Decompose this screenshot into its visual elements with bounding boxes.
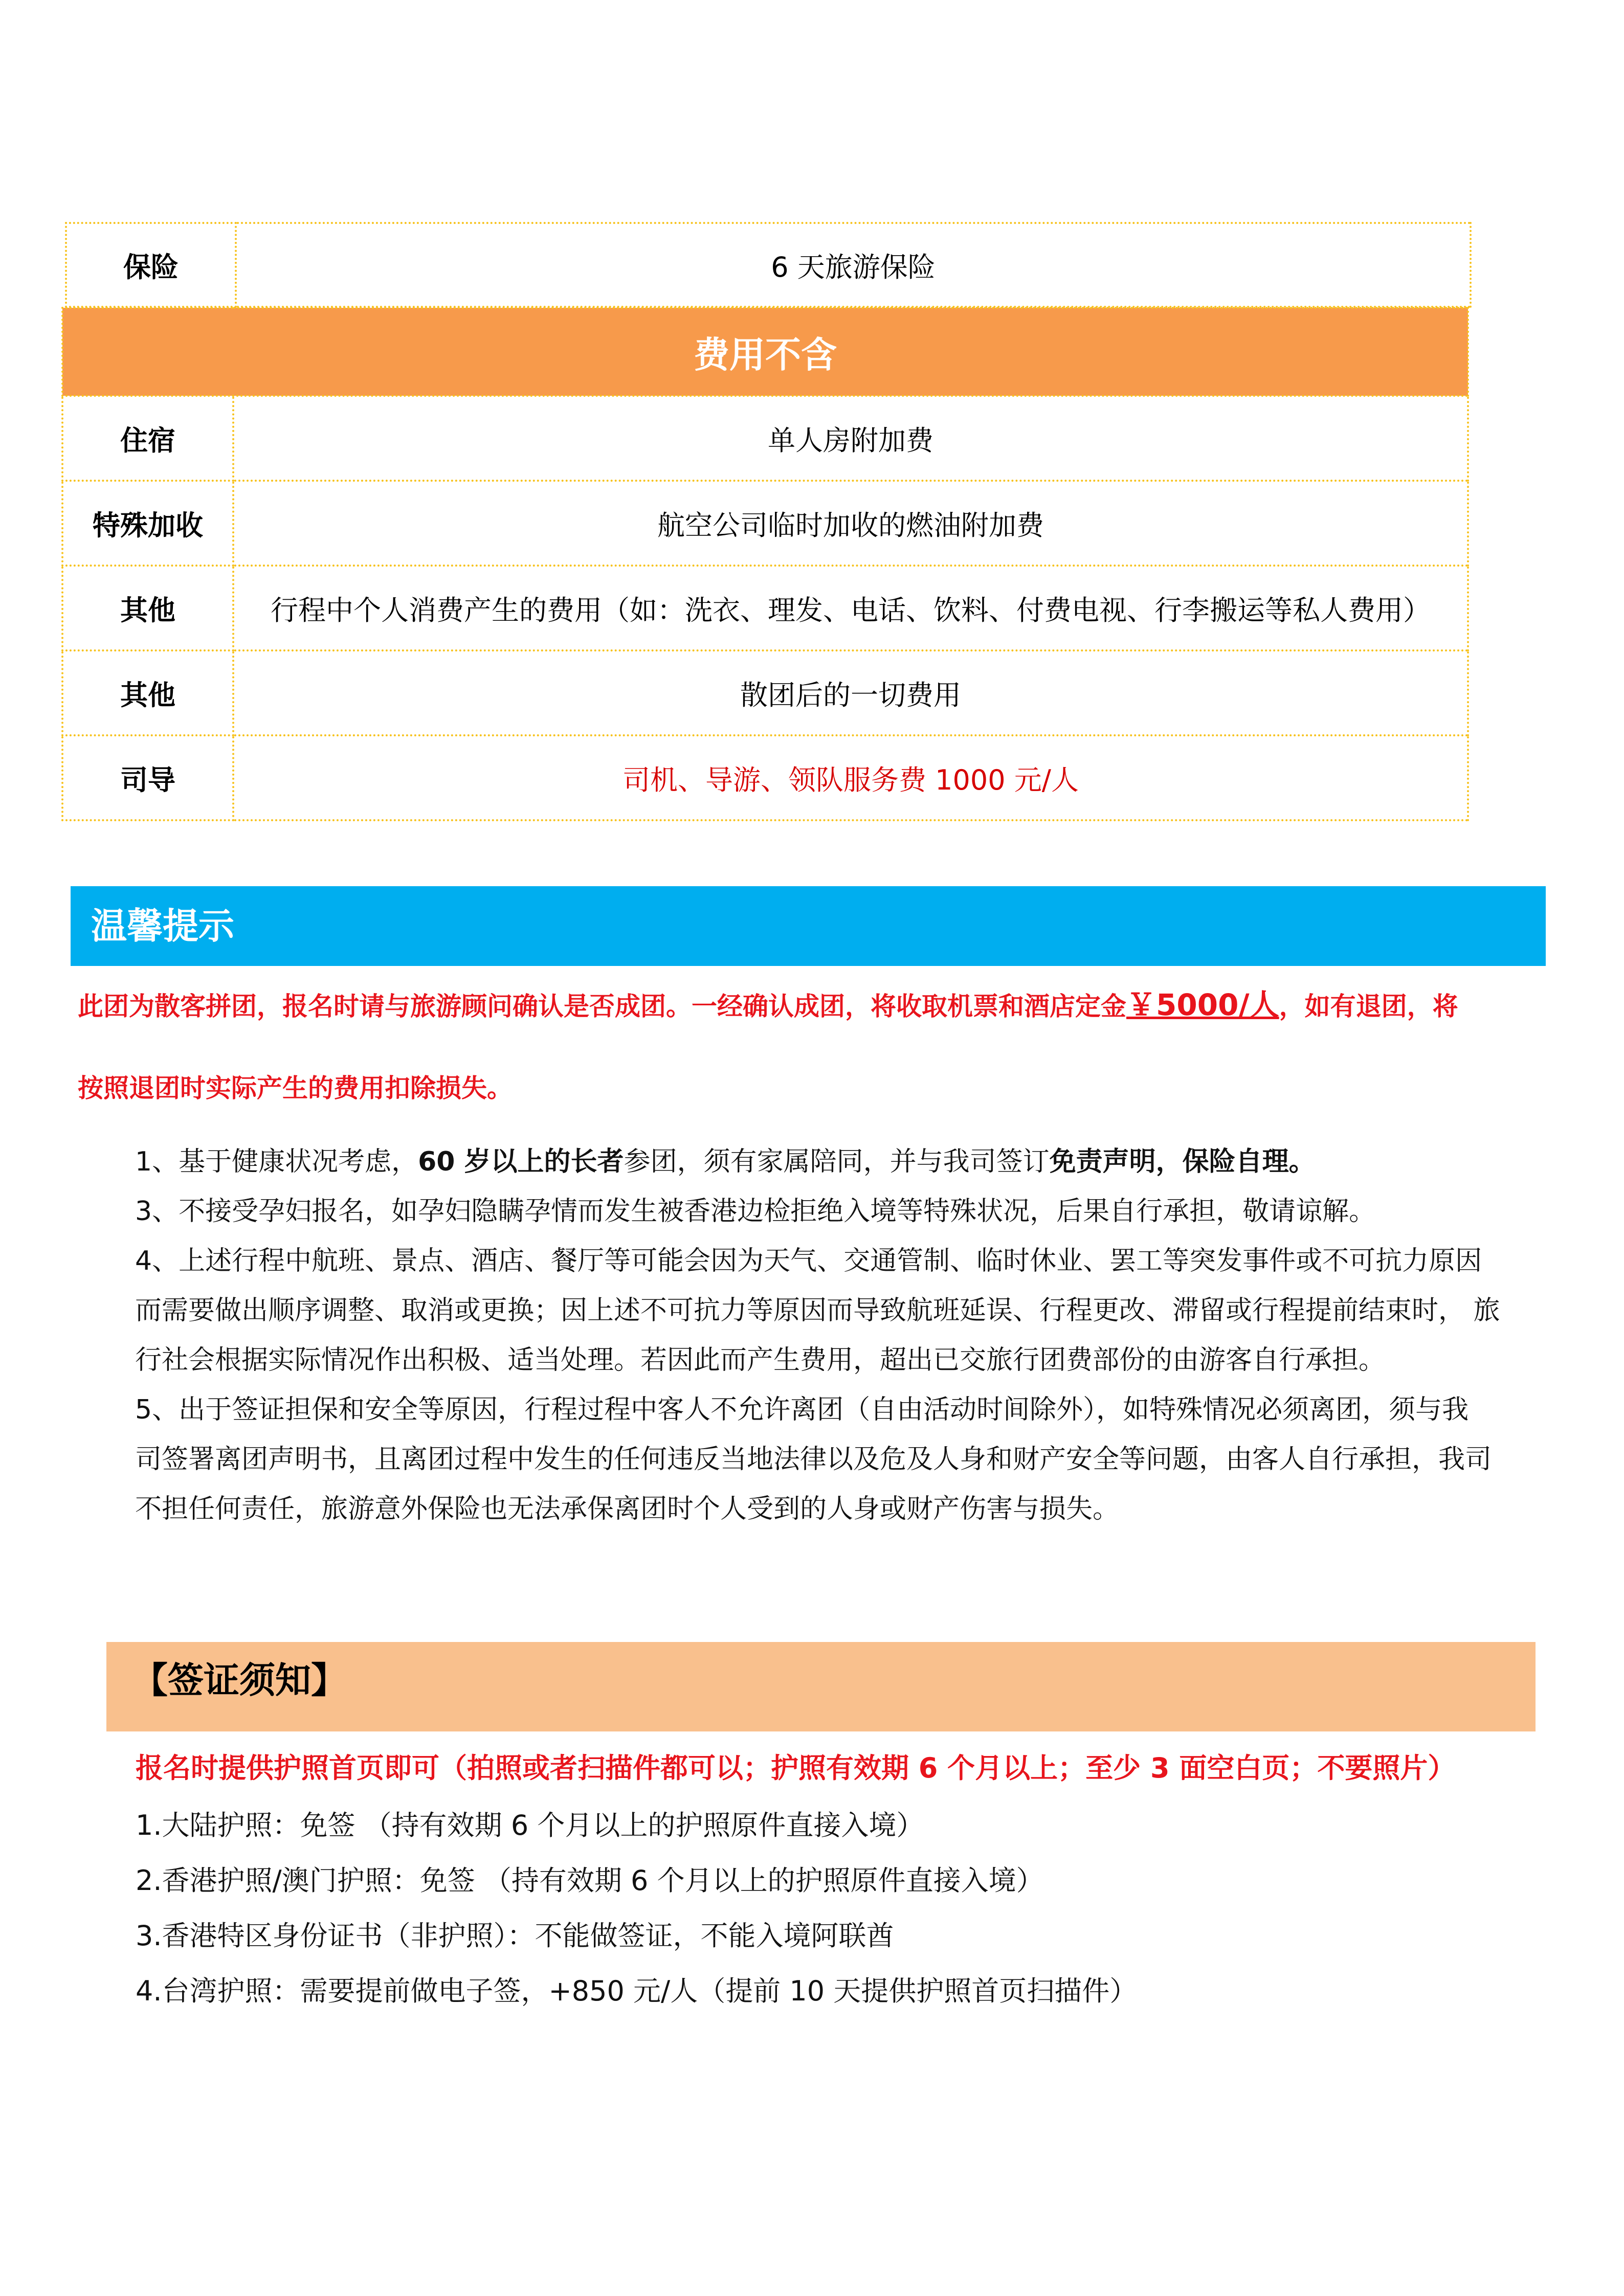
tip-item-cont: 而需要做出顺序调整、取消或更换；因上述不可抗力等原因而导致航班延误、行程更改、滞留或行程提前结束时， 旅 xyxy=(135,1295,1500,1326)
tip-item-cont: 司签署离团声明书，且离团过程中发生的任何违反当地法律以及危及人身和财产安全等问题，由客人自行承担，我司 xyxy=(135,1444,1492,1475)
insurance-label: 保险 xyxy=(66,223,236,307)
row-label: 住宿 xyxy=(62,396,233,481)
excluded-title: 费用不含 xyxy=(62,308,1468,396)
visa-title: 【签证须知】 xyxy=(106,1642,1536,1731)
table-row xyxy=(62,481,1468,566)
tip-item-cont: 行社会根据实际情况作出积极、适当处理。若因此而产生费用，超出已交旅行团费部份的由游客自行承担。 xyxy=(135,1345,1386,1376)
row-label: 特殊加收 xyxy=(62,481,233,566)
list-item: 1.大陆护照：免签 （持有效期 6 个月以上的护照原件直接入境） xyxy=(136,1809,924,1841)
row-value: 行程中个人消费产生的费用（如：洗衣、理发、电话、饮料、付费电视、行李搬运等私人费用） xyxy=(233,566,1468,650)
table-row xyxy=(66,223,1471,307)
list-item: 3.香港特区身份证书（非护照）：不能做签证，不能入境阿联酋 xyxy=(136,1920,894,1952)
row-value: 单人房附加费 xyxy=(233,396,1468,481)
list-item: 2.香港护照/澳门护照：免签 （持有效期 6 个月以上的护照原件直接入境） xyxy=(136,1864,1044,1897)
insurance-value: 6 天旅游保险 xyxy=(236,223,1471,307)
table-row xyxy=(62,396,1468,481)
tip-item: 3、不接受孕妇报名，如孕妇隐瞒孕情而发生被香港边检拒绝入境等特殊状况，后果自行承担，敬请谅解。 xyxy=(135,1196,1376,1227)
tips-warning-line2: 按照退团时实际产生的费用扣除损失。 xyxy=(78,1073,513,1103)
tip-item: 5、出于签证担保和安全等原因，行程过程中客人不允许离团（自由活动时间除外），如特殊情况必须离团，须与我 xyxy=(135,1394,1469,1425)
list-item: 4.台湾护照：需要提前做电子签，+850 元/人（提前 10 天提供护照首页扫描件） xyxy=(136,1975,1138,2007)
row-value: 司机、导游、领队服务费 1000 元/人 xyxy=(233,735,1468,820)
row-value: 散团后的一切费用 xyxy=(233,650,1468,735)
table-row xyxy=(62,650,1468,735)
tip-item: 1、基于健康状况考虑，60 岁以上的长者参团，须有家属陪同，并与我司签订免责声明，保险自理。 xyxy=(135,1146,1316,1177)
row-label: 司导 xyxy=(62,735,233,820)
tips-warning-text: ，如有退团，将 xyxy=(1279,992,1458,1021)
row-label: 其他 xyxy=(62,650,233,735)
excluded-costs-table xyxy=(61,307,1469,821)
table-row xyxy=(62,735,1468,820)
visa-warning: 报名时提供护照首页即可（拍照或者扫描件都可以；护照有效期 6 个月以上；至少 3 面空白页；不要照片） xyxy=(136,1752,1456,1784)
excluded-header-row xyxy=(62,308,1468,396)
tip-item: 4、上述行程中航班、景点、酒店、餐厅等可能会因为天气、交通管制、临时休业、罢工等突发事件或不可抗力原因 xyxy=(135,1246,1482,1276)
row-value: 航空公司临时加收的燃油附加费 xyxy=(233,481,1468,566)
insurance-table xyxy=(65,222,1472,308)
deposit-amount: ￥5000/人 xyxy=(1126,987,1279,1022)
tips-title: 温馨提示 xyxy=(71,886,1546,966)
tip-item-cont: 不担任何责任，旅游意外保险也无法承保离团时个人受到的人身或财产伤害与损失。 xyxy=(135,1494,1120,1524)
tips-warning-text: 此团为散客拼团，报名时请与旅游顾问确认是否成团。一经确认成团，将收取机票和酒店定金 xyxy=(78,992,1126,1021)
row-label: 其他 xyxy=(62,566,233,650)
visa-list xyxy=(136,1798,1137,2019)
table-row xyxy=(62,566,1468,650)
tips-list xyxy=(135,1137,1537,1534)
tips-warning xyxy=(78,981,1458,1024)
